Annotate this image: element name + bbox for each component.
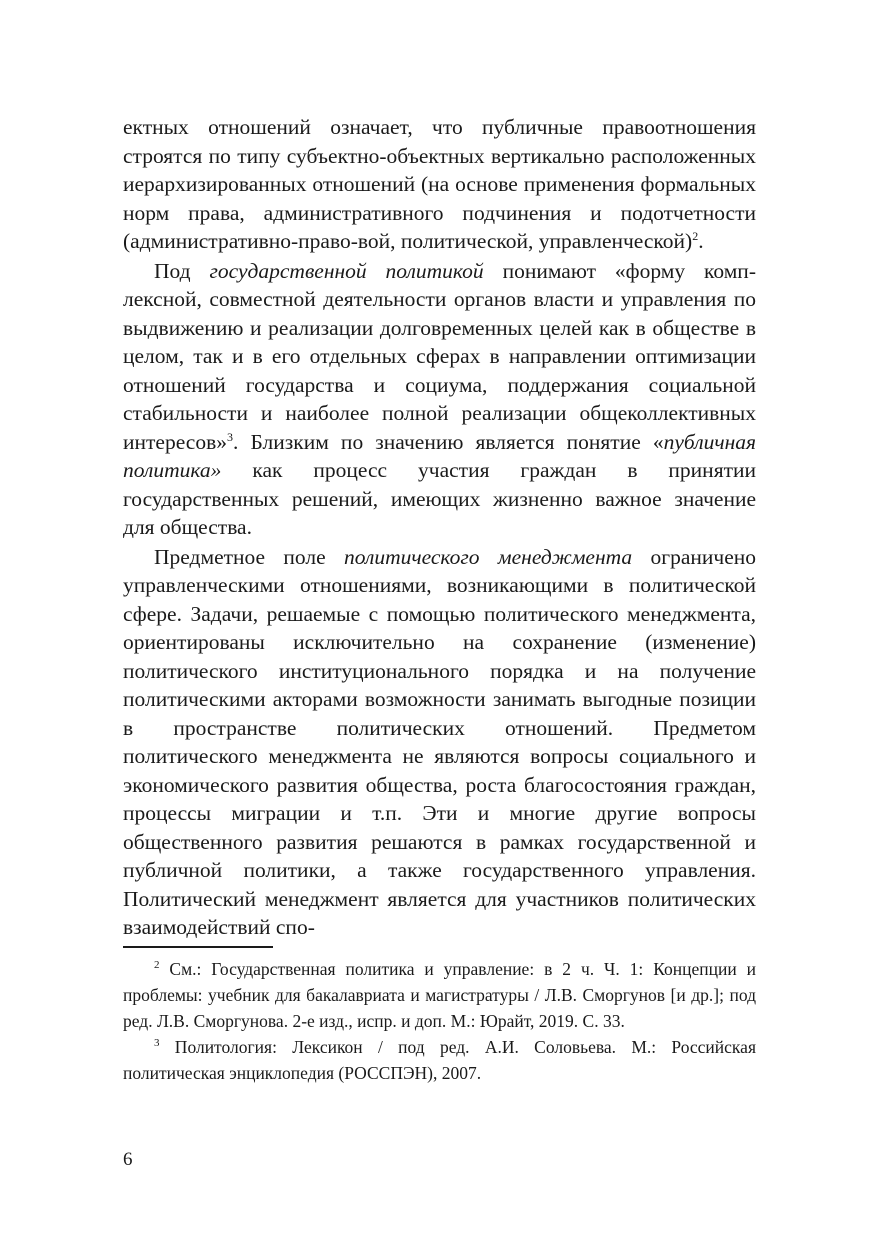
footnote-3-text: Политология: Лексикон / под ред. А.И. Соловьева. М.: Российская политическая энциклопедия (РОССПЭН), 2007. (123, 1036, 756, 1083)
paragraph-2-end: как процесс участия граждан в принятии государственных решений, имеющих жизненно важное значение для общества. (123, 458, 756, 539)
footnote-separator (123, 946, 273, 948)
term-political-management: политического менеджмента (344, 544, 633, 569)
term-state-policy: государственной политикой (209, 258, 484, 283)
footnote-ref-3: 3 (226, 429, 233, 444)
body-text (123, 113, 756, 942)
footnote-2-mark: 2 (154, 958, 160, 971)
paragraph-2-lead: Под (154, 258, 210, 283)
page-number: 6 (123, 1149, 133, 1170)
paragraph-2-text: понимают «форму комплексной, совместной деятельности органов власти и управления по выдвижению и реализации долговременных целей как в обществе в целом, так и в его отдельных сферах в направлении оптимизации отношений государства и социума, поддержания социальной стабильности и наиболее полной реализации общеколлективных интересов» (123, 258, 756, 454)
paragraph-2-middle: . Близким по значению является понятие « (232, 429, 664, 454)
footnote-3-mark: 3 (154, 1036, 160, 1049)
paragraph-3-lead: Предметное поле (154, 544, 344, 569)
paragraph-1-text: ектных отношений означает, что публичные правоотношения строятся по типу субъектно-объектных вертикально расположенных иерархизированных отношений (на основе применения формальных норм права, административного подчинения и подотчетности (административно-право-вой, политической, управленческой) (123, 115, 756, 253)
term-public-policy: публичная политика» (123, 429, 756, 482)
paragraph-3-text: ограничено управленческими отношениями, возникающими в политической сфере. Задачи, решаемые с помощью политического менеджмента, ориентированы исключительно на сохранение (изменение) политического институционального порядка и на получение политическими акторами возможности занимать выгодные позиции в пространстве политических отношений. Предметом политического менеджмента не являются вопросы социального и экономического развития общества, роста благосостояния граждан, процессы миграции и т.п. Эти и многие другие вопросы общественного развития решаются в рамках государственной и публичной политики, а также государственного управления. Политический менеджмент является для участников политических взаимодействий спо- (123, 544, 756, 939)
footnote-3 (123, 1034, 756, 1086)
paragraph-1 (123, 113, 756, 256)
footnotes (123, 956, 756, 1086)
footnote-ref-2: 2 (692, 228, 699, 243)
footnote-2 (123, 956, 756, 1034)
paragraph-2 (123, 257, 756, 542)
paragraph-3 (123, 543, 756, 942)
footnote-2-text: См.: Государственная политика и управление: в 2 ч. Ч. 1: Концепции и проблемы: учебник для бакалавриата и магистратуры / Л.В. Сморгунов [и др.]; под ред. Л.В. Сморгунова. 2-е изд., испр. и доп. М.: Юрайт, 2019. С. 33. (123, 958, 756, 1031)
paragraph-1-end: . (698, 229, 704, 253)
page-content (123, 113, 756, 1086)
